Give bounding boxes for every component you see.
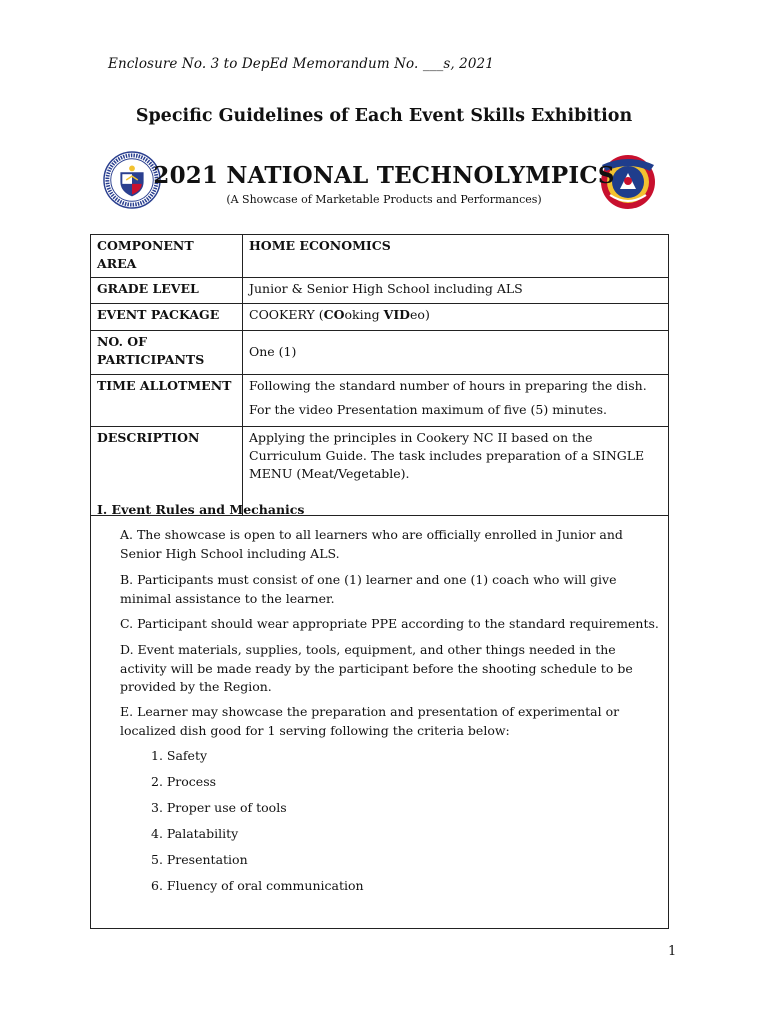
event-package-label: EVENT PACKAGE: [91, 304, 243, 331]
rule-e-line-1: E. Learner may showcase the preparation and presentation of experimental or: [120, 704, 620, 719]
criteria-item: 4. Palatability: [151, 826, 239, 841]
rule-a-line-2: Senior High School including ALS.: [120, 545, 340, 561]
grade-level-label: GRADE LEVEL: [91, 278, 243, 304]
table-row: [91, 331, 669, 375]
rule-e: [120, 703, 665, 740]
event-rules-section: [90, 499, 669, 929]
page-number: 1: [668, 944, 677, 959]
event-package-value: [243, 304, 669, 331]
grade-level-value: Junior & Senior High School including ALS: [243, 278, 669, 304]
rule-b-line-2: minimal assistance to the learner.: [120, 590, 335, 606]
rule-e-line-2: localized dish good for 1 serving following the criteria below:: [120, 722, 510, 738]
time-allotment-label: TIME ALLOTMENT: [91, 375, 243, 427]
time-allotment-line-1: Following the standard number of hours in preparing the dish.: [249, 378, 647, 393]
criteria-item: 5. Presentation: [151, 852, 248, 867]
participants-label: NO. OF PARTICIPANTS: [91, 331, 243, 375]
table-row: [91, 235, 669, 278]
criteria-item: 6. Fluency of oral communication: [151, 878, 364, 893]
table-row: [91, 375, 669, 427]
event-title: 2021 NATIONAL TECHNOLYMPICS: [153, 162, 615, 189]
event-package-oking: oking: [344, 307, 384, 322]
description-value: Applying the principles in Cookery NC II based on the Curriculum Guide. The task includes preparation of a SINGLE MENU (Meat/Vegetable).: [243, 427, 669, 516]
rule-c-line-1: C. Participant should wear appropriate PPE according to the standard requirements.: [120, 616, 659, 631]
table-row: [91, 278, 669, 304]
event-package-plain: COOKERY (: [249, 307, 324, 322]
component-area-value: HOME ECONOMICS: [243, 235, 669, 278]
rule-a: [120, 526, 665, 563]
participants-value: One (1): [243, 331, 669, 375]
rule-c: [120, 615, 665, 634]
criteria-item: 3. Proper use of tools: [151, 800, 287, 815]
document-heading: Specific Guidelines of Each Event Skills Exhibition: [135, 106, 633, 126]
table-row: [91, 304, 669, 331]
criteria-item: 1. Safety: [151, 748, 208, 763]
event-package-eo: eo): [410, 307, 430, 322]
event-info-table: [90, 234, 669, 516]
event-package-co: CO: [323, 307, 345, 322]
component-area-label: COMPONENT AREA: [91, 235, 243, 278]
criteria-item: 2. Process: [151, 774, 217, 789]
description-label: DESCRIPTION: [91, 427, 243, 516]
event-subtitle: (A Showcase of Marketable Products and Performances): [226, 193, 542, 206]
time-allotment-value: [243, 375, 669, 427]
rule-b: [120, 571, 665, 608]
rule-d-line-1: D. Event materials, supplies, tools, equipment, and other things needed in the: [120, 642, 616, 657]
rules-title: I. Event Rules and Mechanics: [97, 502, 305, 517]
event-package-vid: VID: [383, 307, 411, 322]
time-allotment-line-2: For the video Presentation maximum of five (5) minutes.: [249, 402, 607, 417]
rule-a-line-1: A. The showcase is open to all learners who are officially enrolled in Junior and: [120, 527, 623, 542]
rule-d: [120, 641, 665, 697]
rule-b-line-1: B. Participants must consist of one (1) learner and one (1) coach who will give: [120, 572, 617, 587]
rule-d-line-3: provided by the Region.: [120, 679, 272, 694]
enclosure-line: Enclosure No. 3 to DepEd Memorandum No. ___s, 2021: [108, 56, 494, 72]
rule-d-line-2: activity will be made ready by the participant before the shooting schedule to be: [120, 660, 633, 676]
